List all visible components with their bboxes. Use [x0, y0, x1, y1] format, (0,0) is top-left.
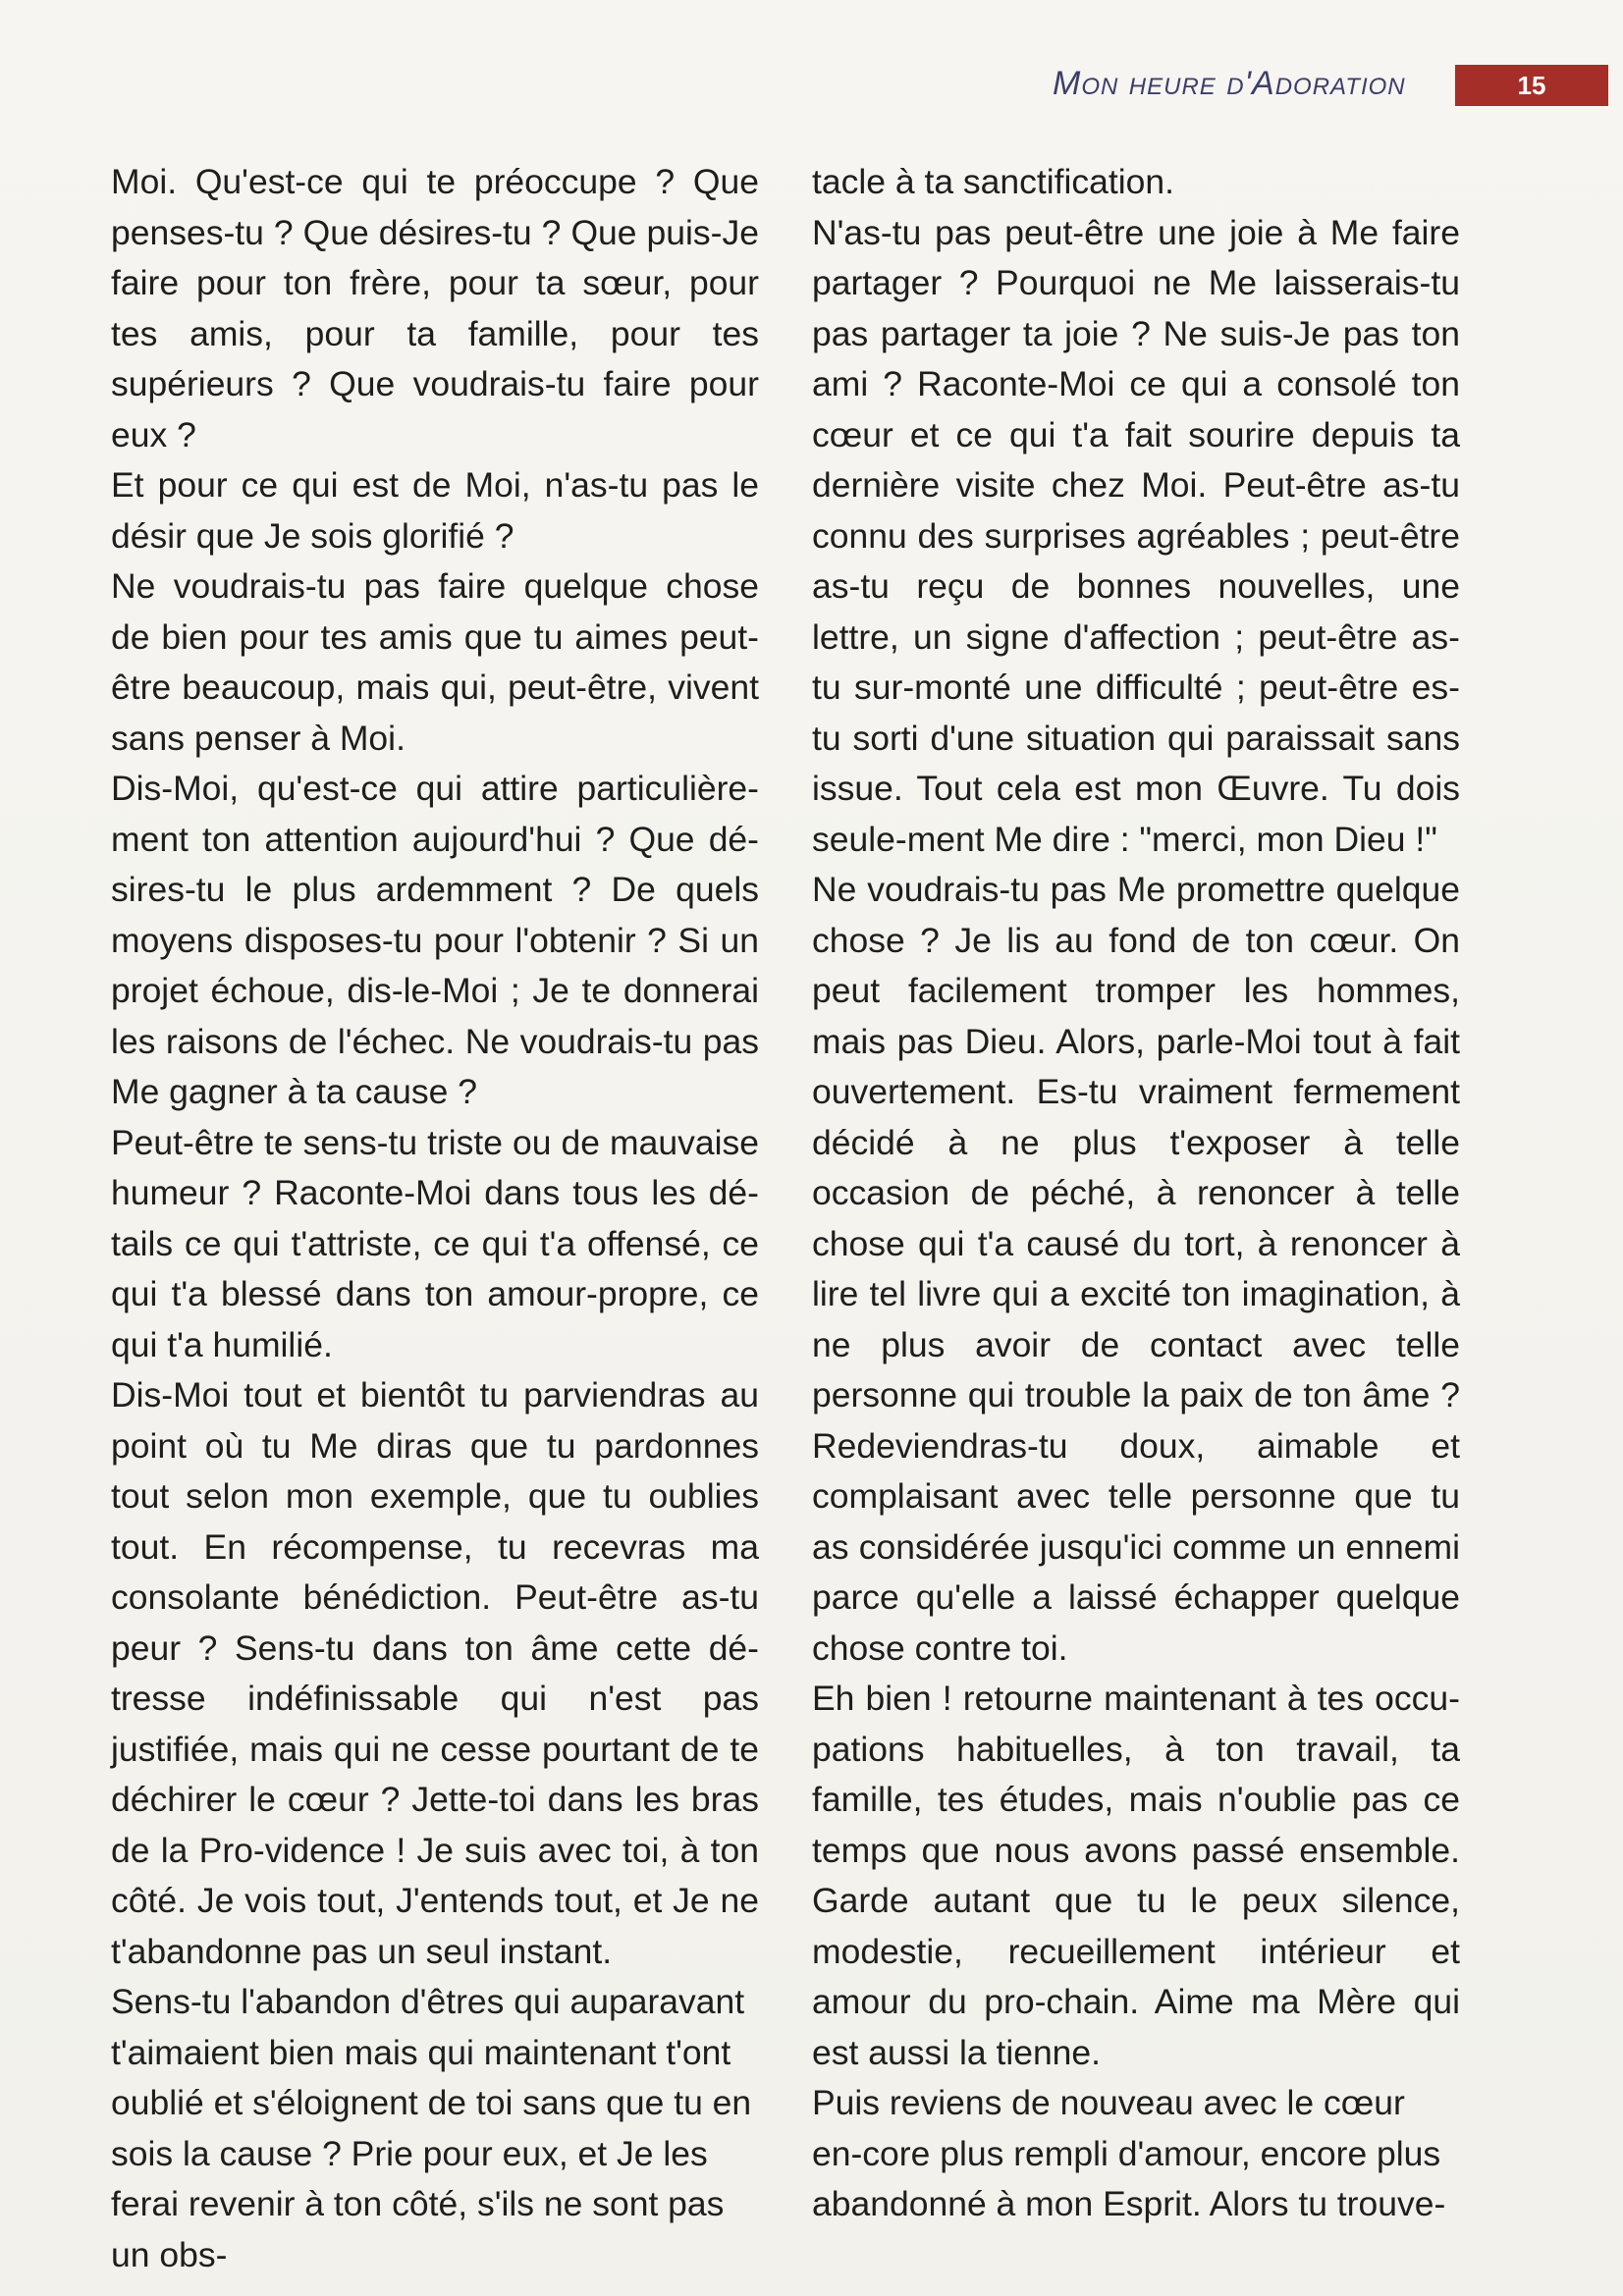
paragraph: Ne voudrais-tu pas faire quelque chose de bien pour tes amis que tu aimes peut-être beaucoup, mais qui, peut-être, vivent sans penser à Moi. — [111, 566, 759, 758]
paragraph: Eh bien ! retourne maintenant à tes occu-pations habituelles, à ton travail, ta famille, tes études, mais n'oublie pas ce temps que nous avons passé ensemble. Garde autant que tu le peux silence, modestie, recueillement intérieur et amour du pro-chain. Aime ma Mère qui est aussi la tienne. — [812, 1679, 1460, 2072]
paragraph: Dis-Moi tout et bientôt tu parviendras au point où tu Me diras que tu pardonnes tout selon mon exemple, que tu oublies tout. En récompense, tu recevras ma consolante bénédiction. Peut-être as-tu peur ? Sens-tu dans ton âme cette dé-tresse indéfinissable qui n'est pas justifiée, mais qui ne cesse pourtant de te déchirer le cœur ? Jette-toi dans les bras de la Pro-vidence ! Je suis avec toi, à ton côté. Je vois tout, J'entends tout, et Je ne t'abandonne pas un seul instant. — [111, 1375, 759, 1971]
paragraph: Dis-Moi, qu'est-ce qui attire particulière-ment ton attention aujourd'hui ? Que dé-sires-tu le plus ardemment ? De quels moyens disposes-tu pour l'obtenir ? Si un projet échoue, dis-le-Moi ; Je te donnerai les raisons de l'échec. Ne voudrais-tu pas Me gagner à ta cause ? — [111, 769, 759, 1111]
paragraph: tacle à ta sanctification. — [812, 162, 1175, 201]
running-header-title: Mon heure d'Adoration — [1053, 65, 1406, 102]
paragraph: Et pour ce qui est de Moi, n'as-tu pas le désir que Je sois glorifié ? — [111, 465, 759, 556]
left-text-column — [111, 157, 759, 2280]
paragraph: Puis reviens de nouveau avec le cœur en-core plus rempli d'amour, encore plus abandonné à mon Esprit. Alors tu trouve- — [812, 2083, 1446, 2223]
right-text-column — [812, 157, 1460, 2230]
paragraph: Peut-être te sens-tu triste ou de mauvaise humeur ? Raconte-Moi dans tous les dé-tails ce qui t'attriste, ce qui t'a offensé, ce qui t'a blessé dans ton amour-propre, ce qui t'a humilié. — [111, 1122, 759, 1364]
paragraph: Moi. Qu'est-ce qui te préoccupe ? Que penses-tu ? Que désires-tu ? Que puis-Je faire pour ton frère, pour ta sœur, pour tes amis, pour ta famille, pour tes supérieurs ? Que voudrais-tu faire pour eux ? — [111, 162, 759, 454]
paragraph: Sens-tu l'abandon d'êtres qui auparavant t'aimaient bien mais qui maintenant t'ont oublié et s'éloignent de toi sans que tu en sois la cause ? Prie pour eux, et Je les ferai revenir à ton côté, s'ils ne sont pas un obs- — [111, 1982, 752, 2274]
page-number-badge: 15 — [1455, 65, 1608, 106]
paragraph: Ne voudrais-tu pas Me promettre quelque chose ? Je lis au fond de ton cœur. On peut facilement tromper les hommes, mais pas Dieu. Alors, parle-Moi tout à fait ouvertement. Es-tu vraiment fermement décidé à ne plus t'exposer à telle occasion de péché, à renoncer à telle chose qui t'a causé du tort, à renoncer à lire tel livre qui a excité ton imagination, à ne plus avoir de contact avec telle personne qui trouble la paix de ton âme ? Redeviendras-tu doux, aimable et complaisant avec telle personne que tu as considérée jusqu'ici comme un ennemi parce qu'elle a laissé échapper quelque chose contre toi. — [812, 870, 1460, 1668]
paragraph: N'as-tu pas peut-être une joie à Me faire partager ? Pourquoi ne Me laisserais-tu pas partager ta joie ? Ne suis-Je pas ton ami ? Raconte-Moi ce qui a consolé ton cœur et ce qui t'a fait sourire depuis ta dernière visite chez Moi. Peut-être as-tu connu des surprises agréables ; peut-être as-tu reçu de bonnes nouvelles, une lettre, un signe d'affection ; peut-être as-tu sur-monté une difficulté ; peut-être es-tu sorti d'une situation qui paraissait sans issue. Tout cela est mon Œuvre. Tu dois seule-ment Me dire : "merci, mon Dieu !" — [812, 212, 1460, 859]
